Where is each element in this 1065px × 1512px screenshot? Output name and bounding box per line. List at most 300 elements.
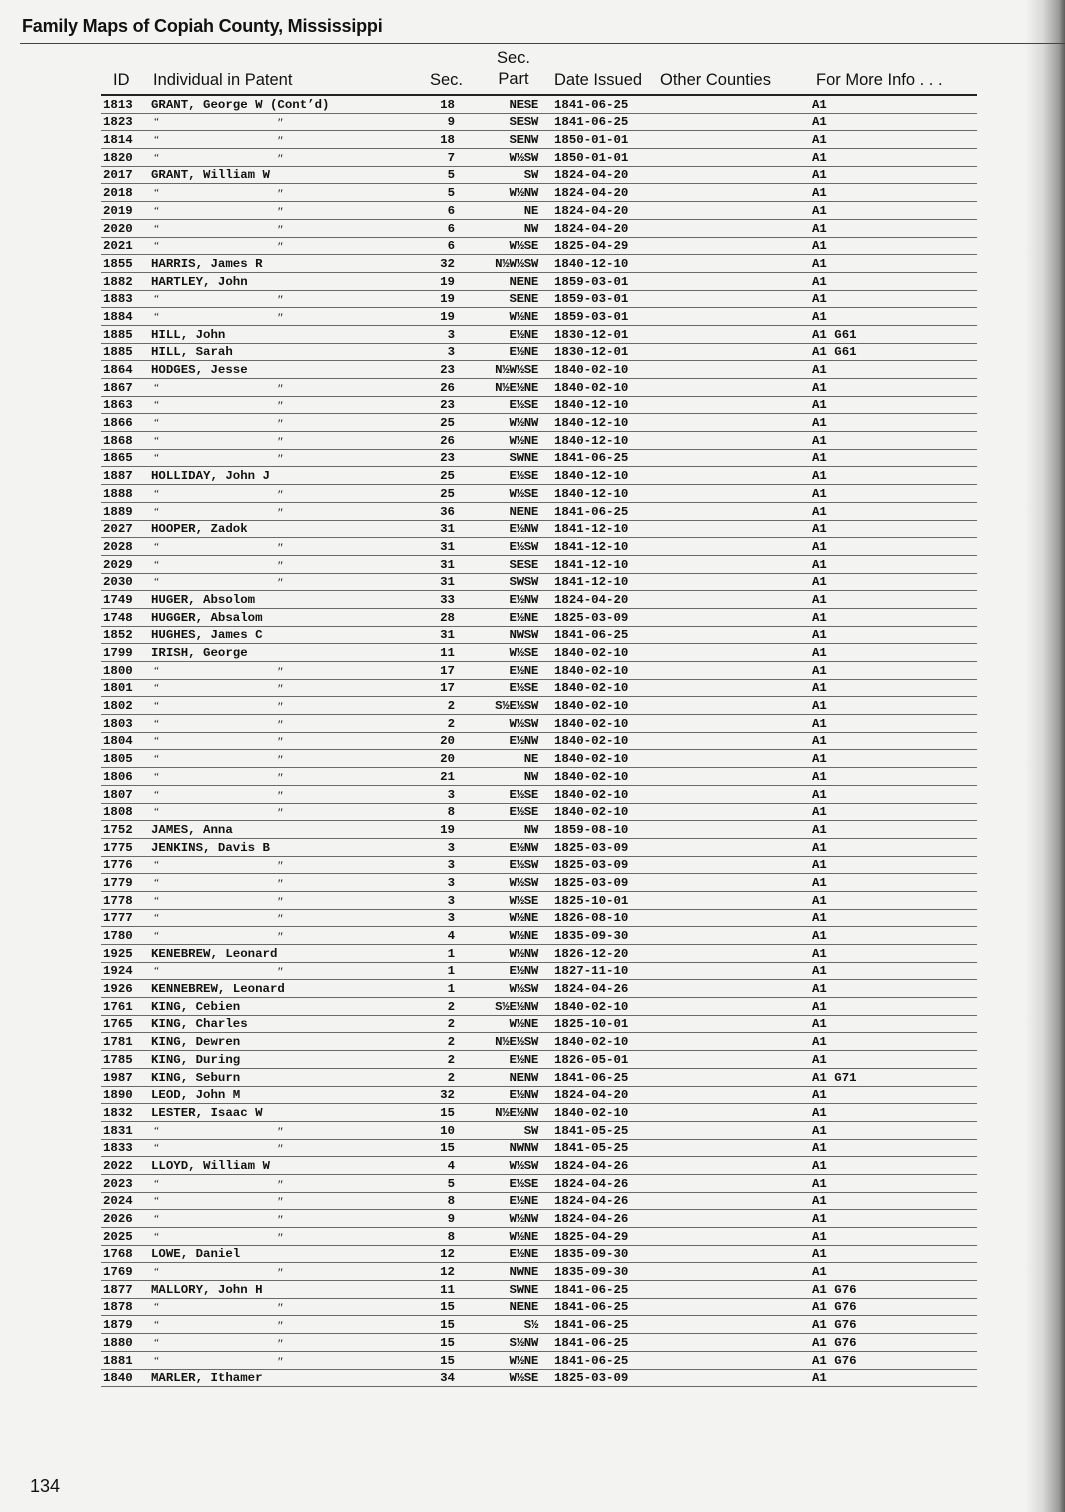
cell-more-info: A1 [812,575,827,590]
table-row [101,238,977,256]
ditto-mark-open: “ [153,930,160,942]
table-row [101,715,977,733]
cell-id: 1804 [103,734,133,749]
table-row [101,680,977,698]
cell-date-issued: 1824-04-26 [554,1194,629,1209]
cell-sec: 5 [447,1176,455,1191]
cell-sec: 3 [447,858,455,873]
cell-sec-part: E½SE [509,805,538,820]
cell-id: 1814 [103,133,133,148]
ditto-mark-close: ″ [277,1212,283,1227]
cell-date-issued: 1826-08-10 [554,911,629,926]
cell-more-info: A1 [812,168,827,183]
cell-individual: HOLLIDAY, John J [151,469,270,484]
cell-individual: KING, Dewren [151,1035,241,1050]
table-row [101,627,977,645]
cell-date-issued: 1841-06-25 [554,1353,629,1368]
cell-date-issued: 1841-06-25 [554,451,629,466]
cell-individual: HILL, John [151,327,226,342]
cell-id: 2023 [103,1176,133,1191]
cell-more-info: A1 [812,539,827,554]
cell-id: 1884 [103,309,133,324]
cell-sec: 6 [447,203,455,218]
cell-sec: 15 [440,1105,455,1120]
cell-date-issued: 1824-04-20 [554,186,629,201]
cell-sec: 2 [447,1052,455,1067]
cell-id: 1885 [103,327,133,342]
cell-sec-part: E½NE [509,610,538,625]
ditto-mark-open: “ [153,806,160,819]
cell-sec: 3 [447,327,455,342]
ditto-mark-open: “ [153,487,160,500]
ditto-mark-open: “ [153,505,160,518]
cell-sec: 9 [447,1212,455,1226]
cell-individual: HUGGER, Absalom [151,610,263,625]
cell-sec: 3 [447,875,455,890]
cell-date-issued: 1841-06-25 [554,1300,629,1315]
ditto-mark-close: ″ [277,875,283,891]
cell-sec-part: W½SW [509,875,538,890]
cell-more-info: A1 [812,734,827,749]
cell-individual: HUGER, Absolom [151,592,256,607]
cell-sec-part: W½NE [509,309,538,324]
cell-sec-part: SESE [509,557,538,572]
table-row [101,697,977,715]
cell-more-info: A1 [812,186,827,201]
ditto-mark-close: ″ [277,1318,283,1334]
cell-sec-part: SW [523,168,538,183]
cell-sec-part: NW [523,221,538,236]
table-row [101,485,977,503]
cell-sec-part: W½NE [509,929,538,943]
cell-date-issued: 1840-02-10 [554,1105,629,1120]
cell-id: 1831 [103,1123,133,1138]
cell-individual: KENNEBREW, Leonard [151,982,285,997]
cell-sec-part: W½NW [509,946,538,961]
cell-date-issued: 1825-03-09 [554,840,629,855]
ditto-mark-close: ″ [277,805,283,821]
cell-sec: 26 [440,380,455,395]
cell-date-issued: 1830-12-01 [554,345,629,360]
table-row [101,1140,977,1158]
cell-more-info: A1 [812,1247,827,1262]
cell-more-info: A1 [812,840,827,855]
cell-sec-part: W½SW [509,716,538,731]
cell-id: 1889 [103,504,133,519]
cell-sec-part: NE [523,752,538,767]
table-row [101,644,977,662]
cell-id: 2026 [103,1212,133,1226]
cell-date-issued: 1850-01-01 [554,133,629,148]
cell-sec-part: W½SW [509,1158,538,1173]
cell-sec-part: E½SE [509,787,538,802]
cell-date-issued: 1840-02-10 [554,1035,629,1050]
ditto-mark-close: ″ [277,557,283,573]
table-row [101,945,977,963]
table-row [101,786,977,804]
cell-date-issued: 1840-12-10 [554,433,629,448]
table-row [101,733,977,751]
cell-sec: 23 [440,363,455,377]
table-row [101,131,977,149]
cell-sec-part: E½NE [509,1194,538,1209]
table-row [101,1069,977,1087]
cell-id: 2017 [103,168,133,183]
cell-sec-part: W½NE [509,433,538,448]
cell-more-info: A1 [812,557,827,572]
table-row [101,450,977,468]
cell-id: 1805 [103,752,133,767]
cell-sec-part: E½NW [509,840,538,855]
ditto-mark-close: ″ [277,911,283,927]
cell-id: 1880 [103,1335,133,1350]
cell-id: 1865 [103,451,133,466]
cell-individual: MARLER, Ithamer [151,1371,263,1386]
cell-sec: 21 [440,769,455,784]
cell-more-info: A1 [812,982,827,997]
column-header-other-counties: Other Counties [660,71,771,89]
cell-sec-part: E½NE [509,345,538,360]
cell-id: 1775 [103,840,133,855]
ditto-mark-close: ″ [277,1123,283,1139]
cell-sec: 15 [440,1300,455,1315]
ditto-mark-open: “ [153,788,160,801]
cell-sec: 4 [447,929,455,943]
cell-sec-part: NW [523,822,538,837]
cell-id: 1864 [103,363,133,377]
table-row [101,1016,977,1034]
cell-sec-part: W½NE [509,1353,538,1368]
ditto-mark-close: ″ [277,575,283,591]
table-row [101,662,977,680]
page-binding-shadow [1025,0,1065,1512]
cell-sec: 15 [440,1335,455,1350]
cell-id: 2021 [103,239,133,254]
cell-sec: 31 [440,557,455,572]
table-row [101,521,977,539]
cell-date-issued: 1840-02-10 [554,363,629,377]
cell-sec-part: W½NE [509,1229,538,1244]
cell-more-info: A1 [812,451,827,466]
cell-date-issued: 1825-04-29 [554,239,629,254]
cell-individual: KING, Seburn [151,1070,241,1085]
cell-id: 1987 [103,1070,133,1085]
cell-more-info: A1 G61 [812,327,857,342]
cell-sec: 15 [440,1318,455,1333]
cell-individual: JENKINS, Davis B [151,840,270,855]
cell-date-issued: 1826-05-01 [554,1052,629,1067]
table-row [101,273,977,291]
cell-individual: KING, Cebien [151,999,241,1014]
cell-id: 1802 [103,699,133,714]
ditto-mark-open: “ [153,240,160,253]
ditto-mark-close: ″ [277,964,283,980]
cell-more-info: A1 [812,416,827,431]
cell-id: 1925 [103,946,133,961]
cell-sec-part: N½W½SW [495,256,538,271]
cell-sec: 12 [440,1247,455,1262]
cell-date-issued: 1824-04-26 [554,1158,629,1173]
cell-sec-part: E½NW [509,734,538,749]
ditto-mark-close: ″ [277,451,283,467]
cell-date-issued: 1827-11-10 [554,964,629,979]
cell-more-info: A1 [812,1229,827,1244]
cell-sec: 15 [440,1353,455,1368]
cell-sec: 11 [440,646,455,660]
cell-more-info: A1 [812,1158,827,1173]
cell-more-info: A1 [812,1017,827,1032]
cell-more-info: A1 G76 [812,1300,857,1315]
cell-id: 2027 [103,522,133,537]
cell-date-issued: 1825-03-09 [554,875,629,890]
cell-sec: 15 [440,1141,455,1156]
cell-id: 1888 [103,486,133,501]
title-rule [20,43,1065,44]
cell-sec-part: S½NW [509,1335,538,1350]
cell-sec-part: N½E½NE [495,380,538,395]
cell-more-info: A1 [812,504,827,519]
table-row [101,1334,977,1352]
cell-more-info: A1 [812,1265,827,1280]
column-header-sec-part-line2: Part [498,70,529,88]
cell-id: 2018 [103,186,133,201]
cell-more-info: A1 G71 [812,1070,857,1085]
cell-id: 1878 [103,1300,133,1315]
cell-more-info: A1 G76 [812,1335,857,1350]
cell-date-issued: 1840-12-10 [554,398,629,413]
ditto-mark-close: ″ [277,699,283,715]
cell-sec-part: W½SE [509,893,538,908]
cell-date-issued: 1824-04-20 [554,203,629,218]
cell-date-issued: 1859-03-01 [554,309,629,324]
cell-date-issued: 1824-04-20 [554,168,629,183]
cell-id: 1813 [103,97,133,112]
table-row [101,291,977,309]
ditto-mark-close: ″ [277,1229,283,1245]
ditto-mark-open: “ [153,381,160,394]
cell-sec-part: E½SE [509,1176,538,1191]
cell-sec: 9 [447,115,455,130]
cell-id: 1807 [103,787,133,802]
cell-date-issued: 1824-04-20 [554,592,629,607]
cell-sec: 18 [440,97,455,112]
cell-individual: GRANT, William W [151,168,270,183]
cell-id: 1852 [103,628,133,643]
cell-more-info: A1 [812,999,827,1014]
cell-sec: 31 [440,522,455,537]
ditto-mark-close: ″ [277,380,283,396]
cell-more-info: A1 [812,1194,827,1209]
cell-id: 1785 [103,1052,133,1067]
ditto-mark-open: “ [153,293,160,306]
cell-more-info: A1 [812,1035,827,1050]
cell-sec-part: NESE [509,97,538,112]
ditto-mark-close: ″ [277,504,283,520]
table-row [101,1281,977,1299]
cell-sec: 3 [447,911,455,926]
ditto-mark-close: ″ [277,858,283,874]
cell-sec-part: W½SW [509,982,538,997]
cell-sec: 20 [440,734,455,749]
table-row [101,326,977,344]
cell-more-info: A1 [812,292,827,307]
cell-individual: HODGES, Jesse [151,363,248,377]
cell-sec: 4 [447,1158,455,1173]
ditto-mark-open: “ [153,1195,160,1208]
cell-sec-part: S½E½SW [495,699,538,714]
cell-id: 1881 [103,1353,133,1368]
cell-sec-part: SWNE [509,1282,538,1297]
ditto-mark-open: “ [153,116,160,129]
cell-id: 1867 [103,380,133,395]
cell-individual: KENEBREW, Leonard [151,946,278,961]
table-row [101,768,977,786]
cell-individual: KING, Charles [151,1017,248,1032]
cell-sec-part: E½NE [509,663,538,678]
ditto-mark-open: “ [153,310,160,323]
cell-more-info: A1 [812,805,827,820]
table-row [101,114,977,132]
cell-id: 1877 [103,1282,133,1297]
cell-sec-part: E½SE [509,469,538,484]
table-row [101,503,977,521]
cell-more-info: A1 [812,787,827,802]
cell-date-issued: 1841-06-25 [554,1335,629,1350]
cell-date-issued: 1841-06-25 [554,1070,629,1085]
cell-more-info: A1 [812,221,827,236]
cell-more-info: A1 [812,929,827,943]
cell-sec: 2 [447,1035,455,1050]
cell-sec: 17 [440,681,455,696]
cell-sec-part: SENW [509,133,538,148]
cell-sec: 19 [440,309,455,324]
cell-sec-part: N½W½SE [495,363,538,377]
cell-id: 1833 [103,1141,133,1156]
cell-date-issued: 1841-12-10 [554,575,629,590]
cell-id: 1890 [103,1088,133,1103]
table-row [101,397,977,415]
cell-id: 1863 [103,398,133,413]
ditto-mark-open: “ [153,682,160,695]
cell-date-issued: 1859-08-10 [554,822,629,837]
cell-id: 1769 [103,1265,133,1280]
cell-date-issued: 1840-02-10 [554,752,629,767]
table-row [101,414,977,432]
table-row [101,609,977,627]
cell-date-issued: 1840-12-10 [554,416,629,431]
cell-sec: 23 [440,451,455,466]
cell-date-issued: 1826-12-20 [554,946,629,961]
table-row [101,821,977,839]
ditto-mark-close: ″ [277,398,283,414]
ditto-mark-close: ″ [277,769,283,785]
cell-id: 1820 [103,150,133,165]
cell-sec-part: W½NE [509,911,538,926]
cell-date-issued: 1824-04-26 [554,982,629,997]
cell-date-issued: 1850-01-01 [554,150,629,165]
cell-sec-part: NWSW [509,628,538,643]
cell-sec: 28 [440,610,455,625]
cell-id: 1868 [103,433,133,448]
cell-more-info: A1 [812,469,827,484]
cell-more-info: A1 G76 [812,1318,857,1333]
cell-sec: 10 [440,1123,455,1138]
cell-id: 2029 [103,557,133,572]
cell-more-info: A1 [812,911,827,926]
ditto-mark-close: ″ [277,752,283,768]
cell-sec: 1 [447,982,455,997]
ditto-mark-open: “ [153,540,160,553]
cell-sec: 19 [440,274,455,289]
cell-sec: 26 [440,433,455,448]
cell-sec: 6 [447,221,455,236]
ditto-mark-open: “ [153,151,160,164]
cell-id: 1924 [103,964,133,979]
cell-id: 1885 [103,345,133,360]
ditto-mark-open: “ [153,417,160,430]
ditto-mark-close: ″ [277,115,283,131]
cell-id: 1779 [103,875,133,890]
ditto-mark-close: ″ [277,663,283,679]
cell-individual: LEOD, John M [151,1088,241,1103]
table-row [101,574,977,592]
page-number: 134 [30,1476,61,1496]
cell-individual: HUGHES, James C [151,628,263,643]
cell-id: 1761 [103,999,133,1014]
cell-sec-part: W½NW [509,416,538,431]
column-header-date-issued: Date Issued [554,71,643,89]
cell-more-info: A1 [812,398,827,413]
cell-sec: 25 [440,469,455,484]
table-row [101,927,977,945]
table-row [101,184,977,202]
cell-sec-part: W½SE [509,239,538,254]
ditto-mark-close: ″ [277,1353,283,1369]
cell-sec: 36 [440,504,455,519]
cell-sec: 8 [447,805,455,820]
cell-id: 1887 [103,469,133,484]
column-header-id: ID [113,71,130,89]
ditto-mark-close: ″ [277,1335,283,1351]
cell-sec-part: E½NW [509,522,538,537]
cell-sec: 19 [440,292,455,307]
cell-more-info: A1 [812,1141,827,1156]
cell-id: 2030 [103,575,133,590]
cell-date-issued: 1840-12-10 [554,486,629,501]
cell-more-info: A1 [812,946,827,961]
ditto-mark-open: “ [153,204,160,217]
cell-id: 1800 [103,663,133,678]
table-row [101,591,977,609]
cell-id: 1752 [103,822,133,837]
ditto-mark-open: “ [153,912,160,925]
ditto-mark-open: “ [153,1266,160,1279]
cell-date-issued: 1840-02-10 [554,734,629,749]
ditto-mark-close: ″ [277,539,283,555]
cell-more-info: A1 [812,133,827,148]
cell-more-info: A1 [812,858,827,873]
table-row [101,874,977,892]
cell-more-info: A1 [812,681,827,696]
cell-date-issued: 1840-02-10 [554,805,629,820]
cell-sec-part: W½SE [509,486,538,501]
cell-sec: 2 [447,699,455,714]
cell-more-info: A1 [812,875,827,890]
cell-sec-part: SENE [509,292,538,307]
cell-more-info: A1 [812,97,827,112]
cell-sec: 19 [440,822,455,837]
cell-individual: LLOYD, William W [151,1158,270,1173]
